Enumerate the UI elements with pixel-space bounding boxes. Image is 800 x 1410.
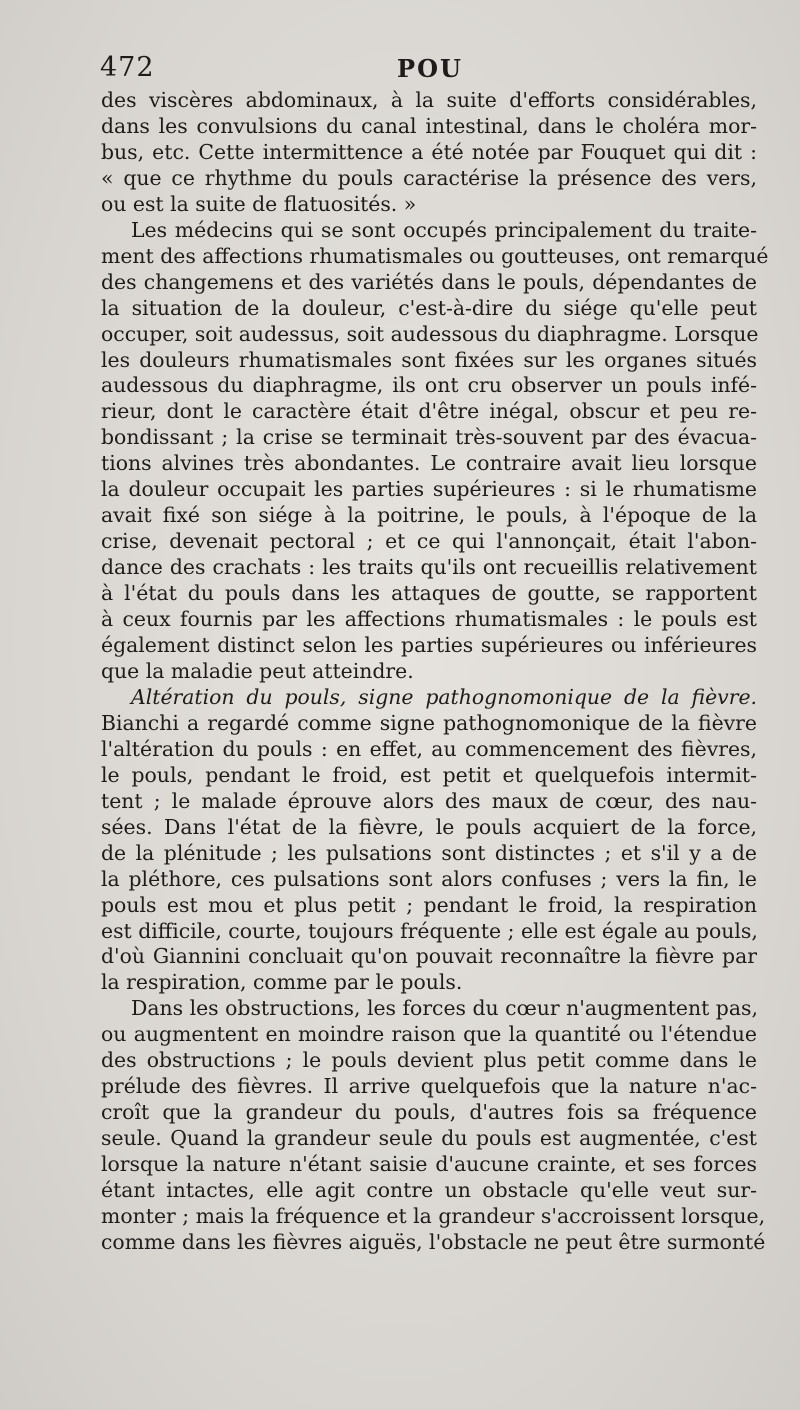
text-line: avait fixé son siége à la poitrine, le pouls, à l'époque de la xyxy=(101,503,757,528)
text-line: bondissant ; la crise se terminait très-souvent par des évacua- xyxy=(101,425,757,450)
text-line: tent ; le malade éprouve alors des maux de cœur, des nau- xyxy=(101,788,757,813)
text-line: d'où Giannini concluait qu'on pouvait reconnaître la fièvre par xyxy=(101,944,757,969)
text-line: de la plénitude ; les pulsations sont distinctes ; et s'il y a de xyxy=(101,840,757,865)
text-line: rieur, dont le caractère était d'être inégal, obscur et peu re- xyxy=(101,399,757,424)
text-line: des viscères abdominaux, à la suite d'efforts considérables, xyxy=(101,88,757,112)
text-line: seule. Quand la grandeur seule du pouls est augmentée, c'est xyxy=(101,1126,757,1151)
text-line: étant intactes, elle agit contre un obstacle qu'elle veut sur- xyxy=(101,1178,757,1203)
text-line: Bianchi a regardé comme signe pathognomonique de la fièvre xyxy=(101,710,757,735)
text-line: l'altération du pouls : en effet, au commencement des fièvres, xyxy=(101,736,757,761)
text-line: des changemens et des variétés dans le pouls, dépendantes de xyxy=(101,269,757,294)
text-line: à ceux fournis par les affections rhumatismales : le pouls est xyxy=(101,607,757,632)
text-line: la situation de la douleur, c'est-à-dire du siége qu'elle peut xyxy=(101,295,757,320)
text-line: la douleur occupait les parties supérieures : si le rhumatisme xyxy=(101,477,757,502)
text-line: Dans les obstructions, les forces du cœur n'augmentent pas, xyxy=(131,996,758,1021)
text-line: dans les convulsions du canal intestinal, dans le choléra mor- xyxy=(101,113,757,138)
text-line: le pouls, pendant le froid, est petit et quelquefois intermit- xyxy=(101,762,757,787)
text-line: ou augmentent en moindre raison que la quantité ou l'étendue xyxy=(101,1022,757,1047)
text-line: également distinct selon les parties supérieures ou inférieures xyxy=(101,633,757,658)
text-line: audessous du diaphragme, ils ont cru observer un pouls infé- xyxy=(101,373,757,398)
section-heading-line: Altération du pouls, signe pathognomonique de la fièvre. xyxy=(131,684,757,709)
text-line: la pléthore, ces pulsations sont alors confuses ; vers la fin, le xyxy=(101,866,757,891)
text-line: est difficile, courte, toujours fréquente ; elle est égale au pouls, xyxy=(101,918,758,943)
text-line: crise, devenait pectoral ; et ce qui l'annonçait, était l'abon- xyxy=(101,529,757,554)
text-line: croît que la grandeur du pouls, d'autres fois sa fréquence xyxy=(101,1100,757,1125)
page-number: 472 xyxy=(100,52,155,83)
text-line: des obstructions ; le pouls devient plus petit comme dans le xyxy=(101,1048,757,1073)
text-line: pouls est mou et plus petit ; pendant le froid, la respiration xyxy=(101,892,757,917)
text-line: lorsque la nature n'étant saisie d'aucune crainte, et ses forces xyxy=(101,1152,757,1177)
text-line: « que ce rhythme du pouls caractérise la présence des vers, xyxy=(101,165,757,190)
text-line: comme dans les fièvres aiguës, l'obstacle ne peut être surmonté xyxy=(101,1229,766,1254)
text-line: la respiration, comme par le pouls. xyxy=(101,970,463,995)
text-line: les douleurs rhumatismales sont fixées sur les organes situés xyxy=(101,347,757,372)
text-line: prélude des fièvres. Il arrive quelquefois que la nature n'ac- xyxy=(101,1074,757,1099)
running-head: POU xyxy=(397,54,463,83)
text-line: que la maladie peut atteindre. xyxy=(101,658,414,683)
body-text xyxy=(101,88,769,1256)
text-line: à l'état du pouls dans les attaques de goutte, se rapportent xyxy=(101,581,757,606)
text-line: ou est la suite de flatuosités. » xyxy=(101,191,417,216)
text-line: monter ; mais la fréquence et la grandeur s'accroissent lorsque, xyxy=(101,1203,766,1228)
text-line: ment des affections rhumatismales ou goutteuses, ont remarqué xyxy=(101,243,769,268)
text-line: tions alvines très abondantes. Le contraire avait lieu lorsque xyxy=(101,451,757,476)
text-line: dance des crachats : les traits qu'ils ont recueillis relativement xyxy=(101,555,757,580)
text-line: bus, etc. Cette intermittence a été notée par Fouquet qui dit : xyxy=(101,139,757,164)
text-line: Les médecins qui se sont occupés principalement du traite- xyxy=(131,217,757,242)
text-line: sées. Dans l'état de la fièvre, le pouls acquiert de la force, xyxy=(101,814,757,839)
page-header xyxy=(100,52,760,86)
text-line: occuper, soit audessus, soit audessous du diaphragme. Lorsque xyxy=(101,321,759,346)
